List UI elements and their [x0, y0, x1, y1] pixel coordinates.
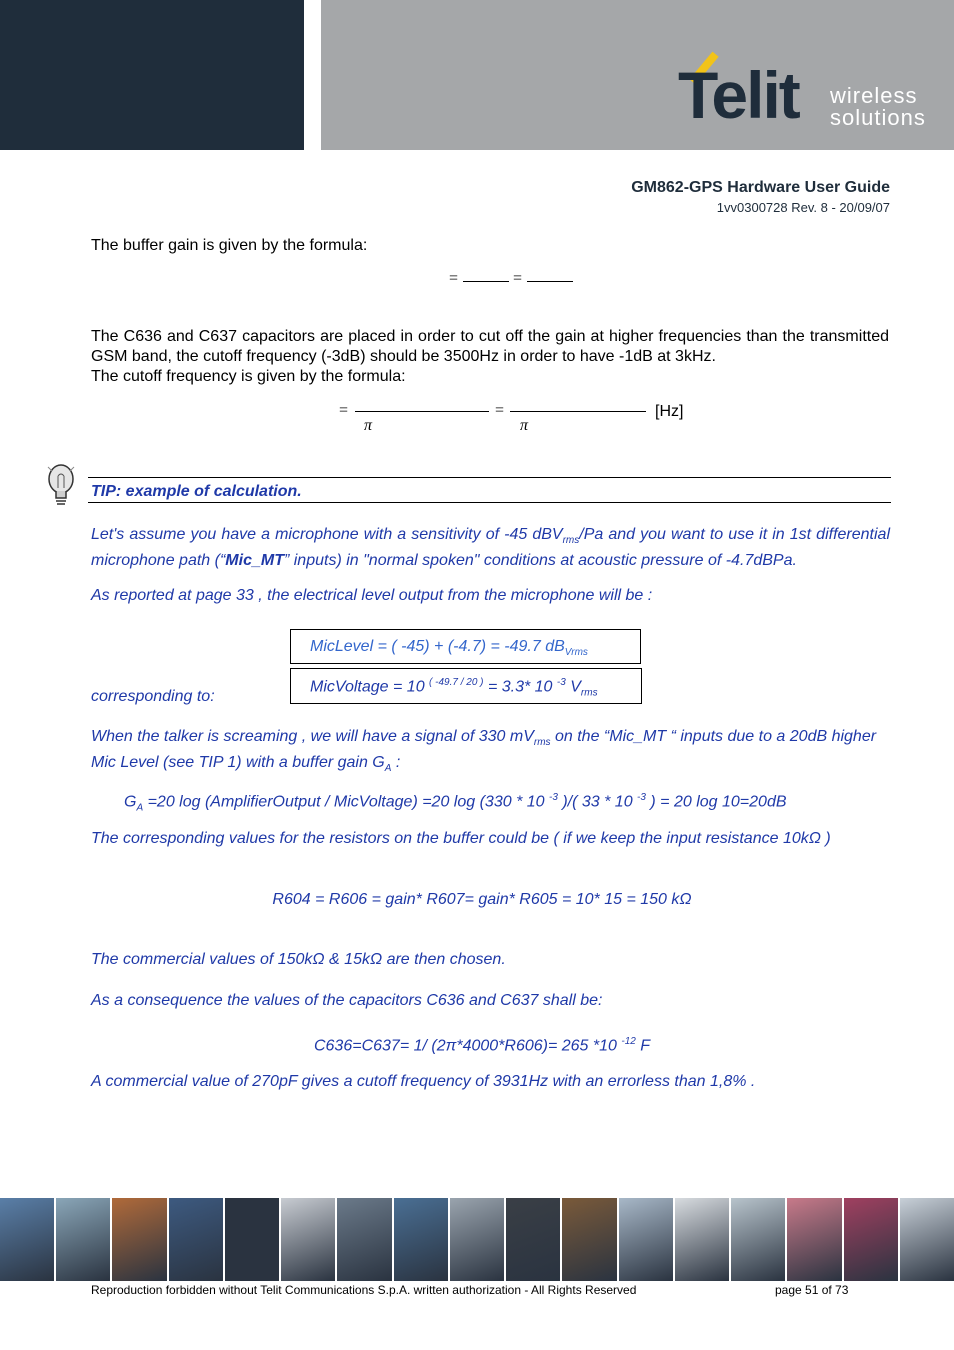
- gain-formula: $G_A =20$ log (AmplifierOutput / MicVoltage) =20 log (330 * 10 $^{-3}$ )/( 33 * 10 $^{-3}$ ) = 20 log 10=20dB: [124, 792, 787, 814]
- fraction-bar: [355, 411, 489, 412]
- footer-photo: [844, 1198, 898, 1281]
- fraction-bar: [527, 281, 573, 282]
- footer-photo: [731, 1198, 785, 1281]
- paragraph-buffer-gain: The buffer gain is given by the formula:: [91, 237, 368, 254]
- tip-paragraph-1: Let's assume you have a microphone with a sensitivity of -45 dBV$_{rms}$/Pa and you want to use it in 1st differential microphone path (“Mic_MT” inputs) in "normal spoken" conditions at acoustic pressure of -4.7dBPa.: [91, 526, 891, 570]
- paragraph-capacitors: The C636 and C637 capacitors are placed in order to cut off the gain at higher frequencies than the transmitted GSM band, the cutoff frequency (-3dB) should be 3500Hz in order to have -1dB at 3kHz.: [91, 328, 889, 365]
- tip-rule-bottom: [88, 502, 891, 503]
- telit-logo: Telit: [678, 58, 799, 132]
- resistor-formula: R604 = R606 = gain* R607= gain* R605 = 10* 15 = 150 kΩ: [272, 891, 692, 908]
- tip-heading: TIP: example of calculation.: [91, 483, 302, 500]
- mic-level-box: MicLevel = ( -45) + (-4.7) = -49.7 $dB_{Vrms}$: [290, 629, 641, 664]
- document-revision: 1vv0300728 Rev. 8 - 20/09/07: [716, 200, 890, 215]
- footer-photo: [0, 1198, 54, 1281]
- footer-photo: [281, 1198, 335, 1281]
- page-number: page 51 of 73: [775, 1283, 849, 1297]
- footer-photo-strip: [0, 1198, 954, 1281]
- fraction-bar: [463, 281, 509, 282]
- footer-photo: [562, 1198, 616, 1281]
- tip-rule-top: [88, 477, 891, 478]
- footer-photo: [450, 1198, 504, 1281]
- tip-paragraph-5: The commercial values of 150kΩ & 15kΩ are then chosen.: [91, 951, 506, 968]
- footer-photo: [619, 1198, 673, 1281]
- mic-voltage-box: MicVoltage = 10 $^{( -49.7 / 20 )}$ = 3.3* 10 $^{-3}$ $V_{rms}$: [290, 668, 642, 704]
- footer-photo: [787, 1198, 841, 1281]
- tip-paragraph-3: When the talker is screaming , we will have a signal of 330 $mV_{rms}$ on the “Mic_MT “ inputs due to a 20dB higher Mic Level (see TIP 1) with a buffer gain $G_A$ :: [91, 728, 877, 775]
- footer-photo: [337, 1198, 391, 1281]
- paragraph-cutoff: The cutoff frequency is given by the formula:: [91, 368, 406, 385]
- tip-paragraph-2: As reported at page 33 , the electrical level output from the microphone will be :: [91, 587, 653, 604]
- logo-tagline-1: wireless: [830, 83, 918, 108]
- capacitor-formula: C636=C637= 1/ (2π*4000*R606)= 265 *10 $^{-12}$ F: [313, 1036, 651, 1055]
- footer-photo: [675, 1198, 729, 1281]
- pi-symbol: π: [364, 417, 373, 434]
- eq-sign: =: [495, 402, 505, 419]
- eq-sign: =: [339, 402, 349, 419]
- pi-symbol: π: [520, 417, 529, 434]
- footer-photo: [169, 1198, 223, 1281]
- footer-photo: [394, 1198, 448, 1281]
- fraction-bar: [510, 411, 646, 412]
- tip-paragraph-4: The corresponding values for the resistors on the buffer could be ( if we keep the input resistance 10kΩ ): [91, 830, 831, 847]
- tip-paragraph-7: A commercial value of 270pF gives a cutoff frequency of 3931Hz with an errorless than 1,8% .: [91, 1073, 756, 1090]
- footer-copyright: Reproduction forbidden without Telit Communications S.p.A. written authorization - All Rights Reserved: [91, 1283, 637, 1297]
- lightbulb-icon: [44, 462, 78, 510]
- footer-photo: [56, 1198, 110, 1281]
- eq-sign: =: [513, 270, 523, 287]
- header-dark-panel: [0, 0, 304, 150]
- corresponding-label: corresponding to:: [91, 688, 215, 705]
- logo-tagline-2: solutions: [830, 105, 926, 130]
- footer-photo: [900, 1198, 954, 1281]
- footer-photo: [225, 1198, 279, 1281]
- footer-photo: [506, 1198, 560, 1281]
- tip-paragraph-6: As a consequence the values of the capacitors C636 and C637 shall be:: [91, 992, 603, 1009]
- footer-photo: [112, 1198, 166, 1281]
- eq-sign: =: [449, 270, 459, 287]
- document-title: GM862-GPS Hardware User Guide: [631, 179, 890, 196]
- hz-unit: [Hz]: [655, 403, 684, 420]
